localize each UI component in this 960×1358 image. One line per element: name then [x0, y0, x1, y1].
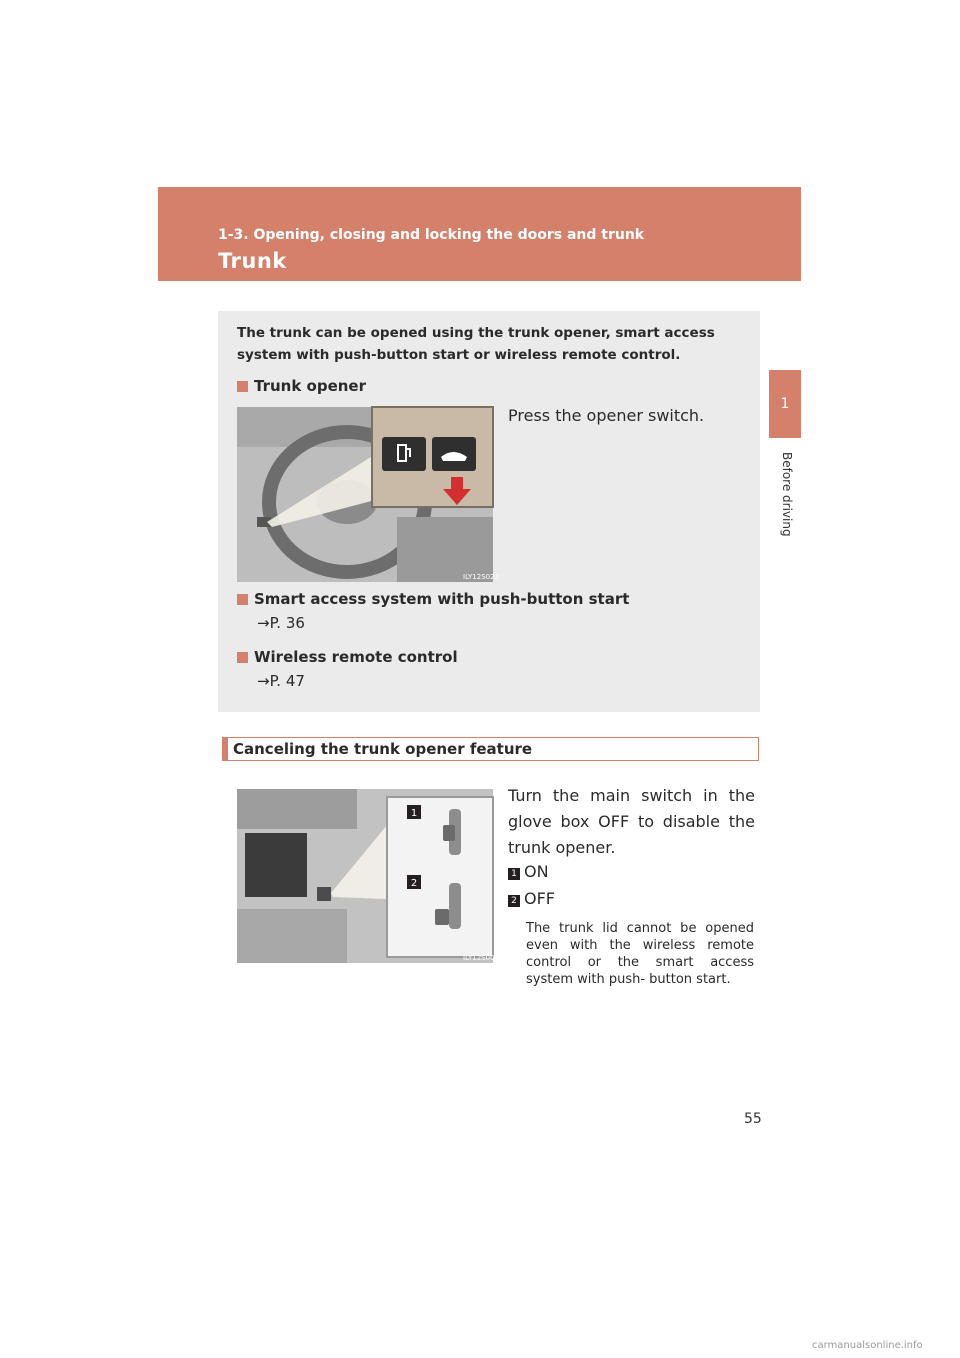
number-badge: 1	[508, 868, 520, 880]
square-bullet-icon	[237, 652, 248, 663]
svg-text:ILY12S022: ILY12S022	[463, 573, 500, 581]
svg-text:2: 2	[410, 878, 418, 889]
svg-text:1: 1	[410, 808, 418, 819]
canceling-heading: Canceling the trunk opener feature	[233, 740, 533, 758]
trunk-opener-figure	[237, 407, 500, 582]
smart-access-page-link[interactable]: →P. 36	[257, 614, 305, 632]
trunk-opener-instruction: Press the opener switch.	[508, 406, 705, 425]
trunk-opener-heading: Trunk opener	[237, 377, 366, 395]
wireless-remote-heading: Wireless remote control	[237, 648, 458, 666]
section-label: 1-3. Opening, closing and locking the doors and trunk	[218, 227, 645, 243]
number-badge: 2	[508, 895, 520, 907]
page-title: Trunk	[218, 249, 287, 273]
intro-text: The trunk can be opened using the trunk opener, smart access system with push-button start or wireless remote control.	[237, 325, 715, 363]
canceling-instruction: Turn the main switch in the glove box OFF to disable the trunk opener.	[508, 786, 755, 857]
list-item: 2 OFF	[508, 886, 555, 912]
glove-box-switch-figure	[237, 789, 500, 963]
chapter-number: 1	[780, 396, 790, 412]
chapter-tab[interactable]	[769, 370, 801, 438]
wireless-remote-page-link[interactable]: →P. 47	[257, 672, 305, 690]
page-number: 55	[744, 1111, 762, 1127]
svg-text:ILY12S003: ILY12S003	[463, 954, 500, 962]
watermark: carmanualsonline.info	[812, 1340, 923, 1351]
square-bullet-icon	[237, 381, 248, 392]
list-item: 1 ON	[508, 859, 549, 885]
square-bullet-icon	[237, 594, 248, 605]
chapter-label: Before driving	[780, 452, 794, 537]
smart-access-heading: Smart access system with push-button start	[237, 590, 629, 608]
canceling-note: The trunk lid cannot be opened even with the wireless remote control or the smart access system with push- button start.	[526, 921, 754, 987]
